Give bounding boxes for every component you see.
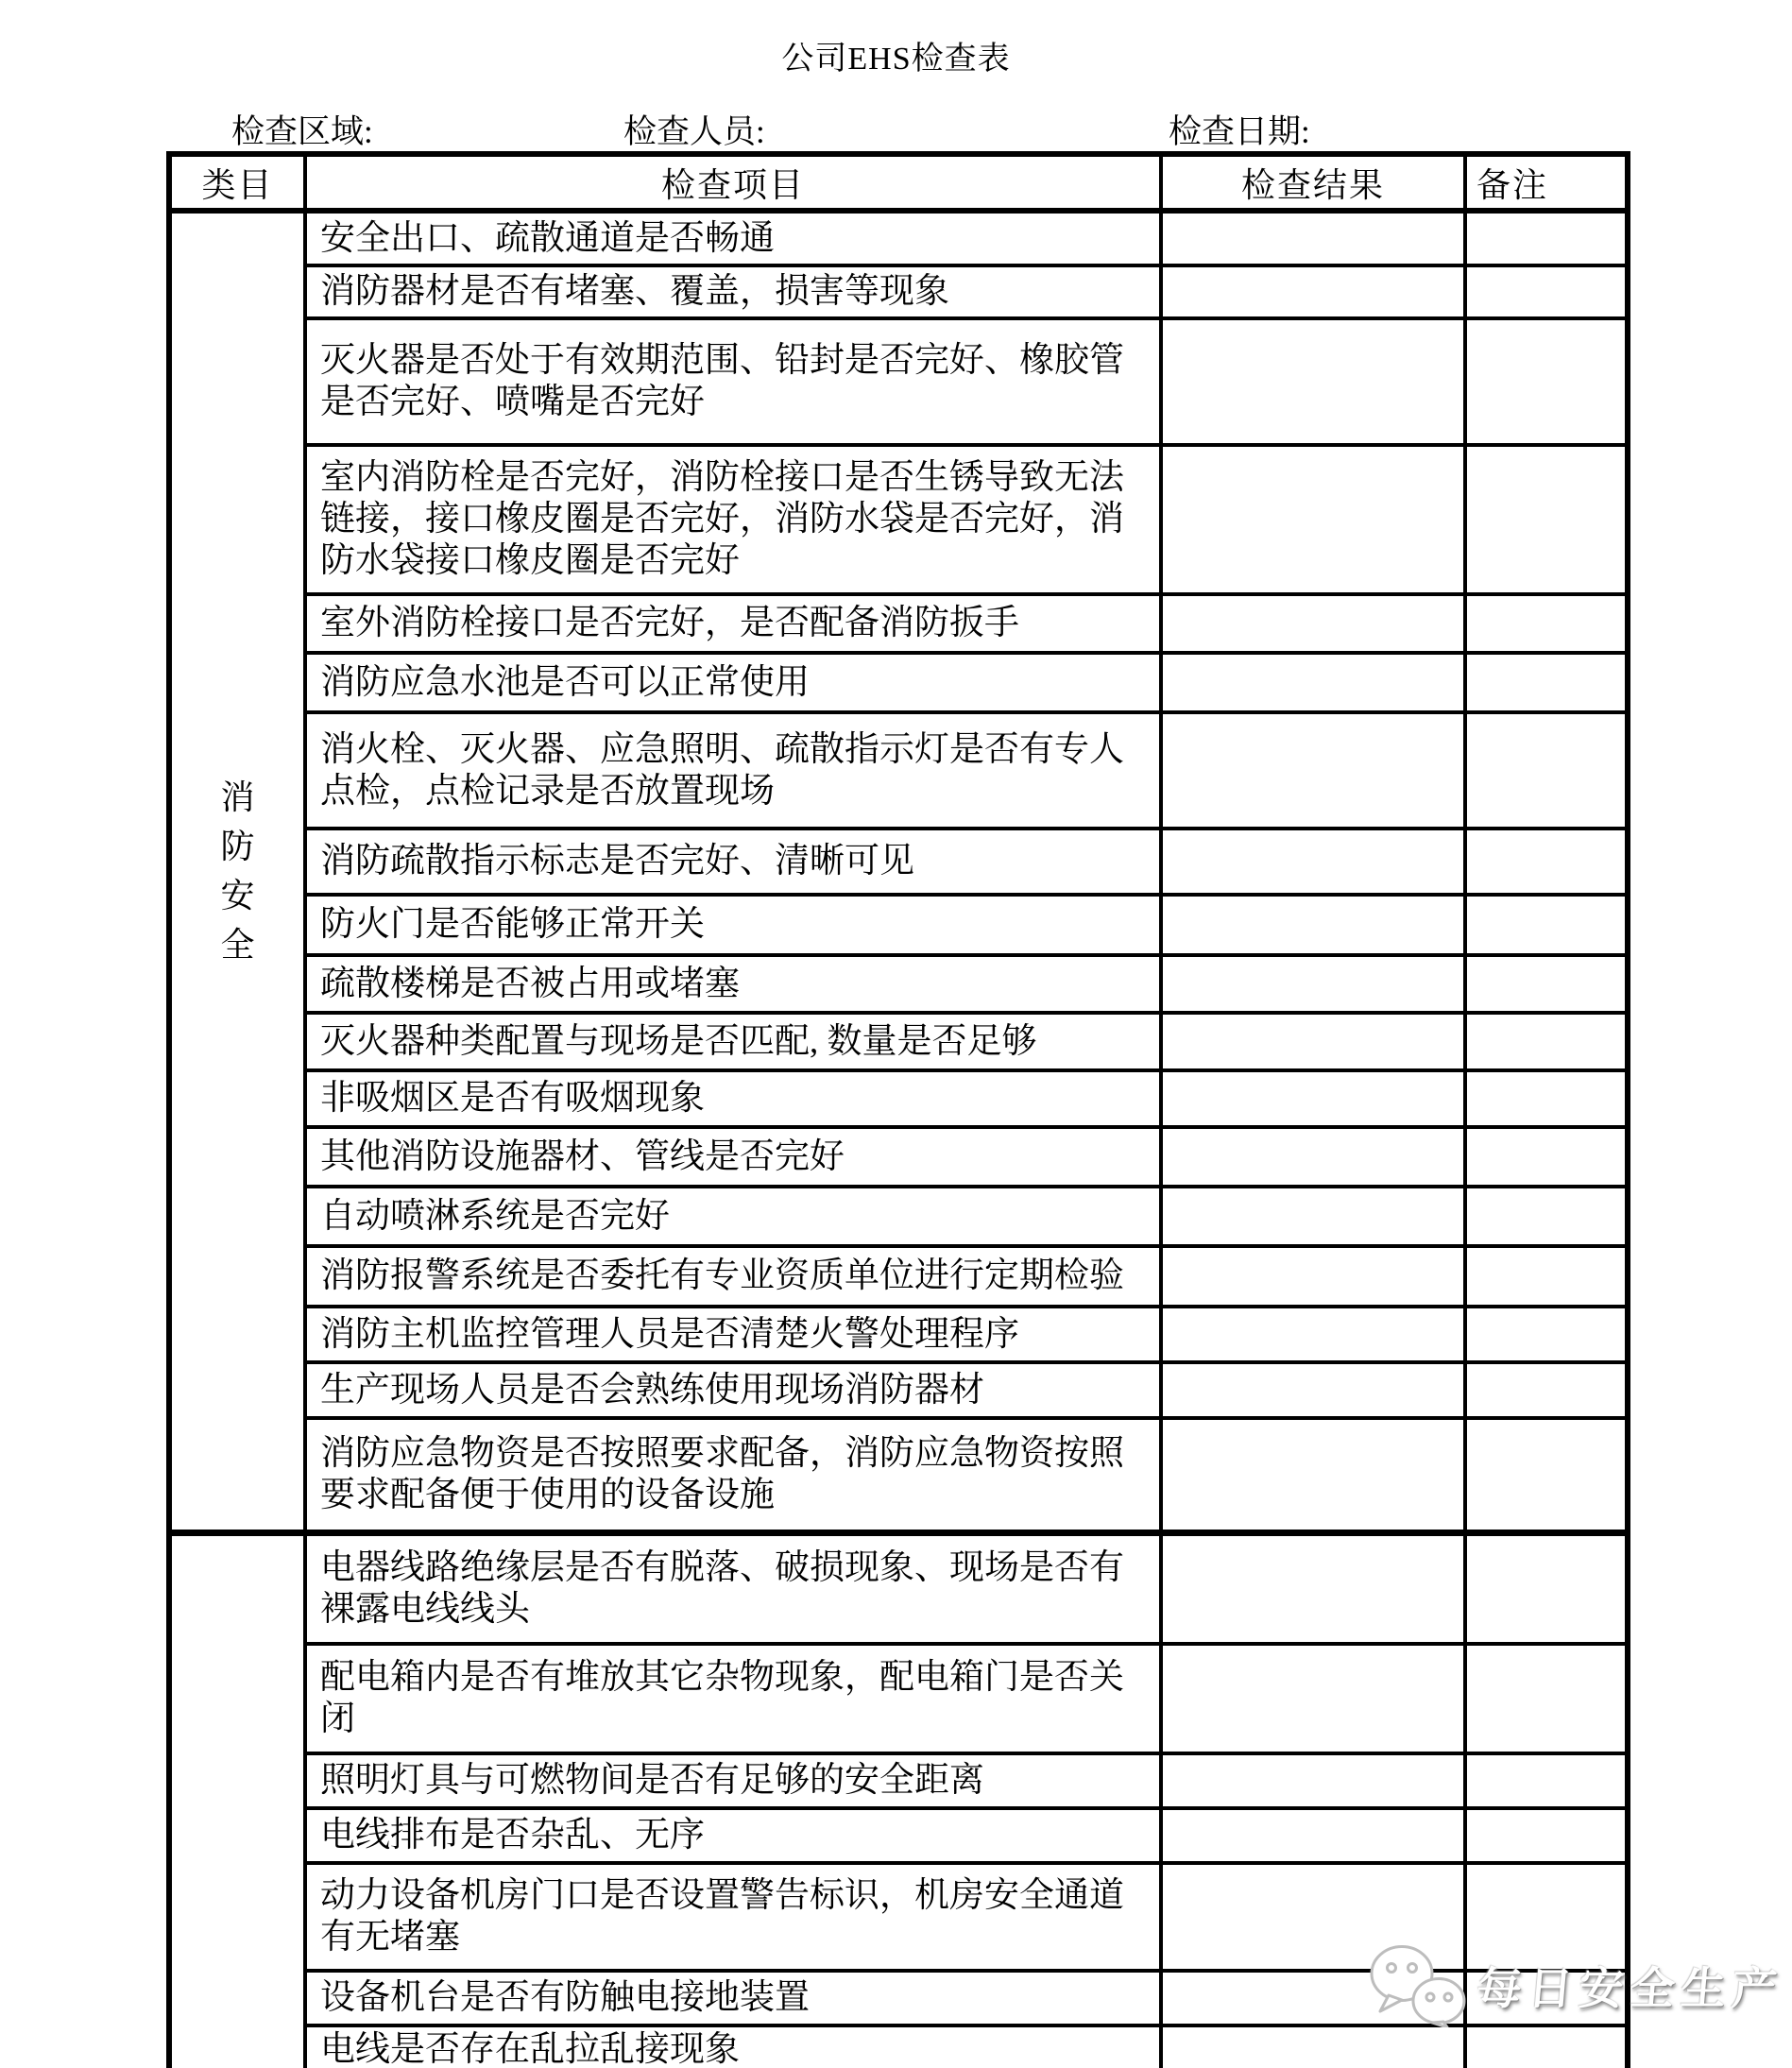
remark-cell-empty [1465,895,1628,955]
remark-cell-empty [1465,1013,1628,1070]
table-row [169,1362,1628,1418]
remark-cell-empty [1465,1808,1628,1863]
checklist-item-text: 疏散楼梯是否被占用或堵塞 [320,964,740,1003]
remark-cell-empty [1465,318,1628,445]
result-cell-empty [1161,1753,1465,1808]
table-row [169,895,1628,955]
meta-inspector-label: 检查人员: [623,113,765,150]
checklist-item-cell [305,211,1161,265]
table-row [169,2025,1628,2068]
checklist-item-cell [305,1808,1161,1863]
table-row [169,955,1628,1013]
checklist-item-cell [305,653,1161,712]
result-cell-empty [1161,1362,1465,1418]
table-row [169,445,1628,594]
result-cell-empty [1161,1532,1465,1644]
checklist-item-cell [305,1971,1161,2025]
checklist-item-cell [305,1187,1161,1246]
col-header-item: 检查项目 [305,154,1161,211]
checklist-item-text: 消防应急水池是否可以正常使用 [320,662,810,702]
table-row [169,594,1628,653]
col-header-remark: 备注 [1465,154,1628,211]
checklist-item-cell [305,895,1161,955]
remark-cell-empty [1465,2025,1628,2068]
result-cell-empty [1161,1644,1465,1753]
result-cell-empty [1161,1013,1465,1070]
watermark-text: 每日安全生产 [1475,1962,1786,2013]
checklist-item-cell [305,1362,1161,1418]
table-row [169,653,1628,712]
checklist-item-text: 消防报警系统是否委托有专业资质单位进行定期检验 [320,1256,1124,1295]
checklist-item-text: 消防器材是否有堵塞、覆盖，损害等现象 [320,272,949,311]
checklist-item-text: 消防应急物资是否按照要求配备，消防应急物资按照要求配备便于使用的设备设施 [320,1433,1124,1514]
remark-cell-empty [1465,445,1628,594]
checklist-item-cell [305,1127,1161,1187]
checklist-item-cell [305,594,1161,653]
checklist-item-text: 电器线路绝缘层是否有脱落、破损现象、现场是否有裸露电线线头 [320,1547,1124,1629]
remark-cell-empty [1465,1863,1628,1971]
result-cell-empty [1161,1187,1465,1246]
checklist-item-cell [305,1753,1161,1808]
checklist-item-cell [305,955,1161,1013]
remark-cell-empty [1465,211,1628,265]
remark-cell-empty [1465,1246,1628,1307]
remark-cell-empty [1465,955,1628,1013]
checklist-item-text: 消火栓、灭火器、应急照明、疏散指示灯是否有专人点检，点检记录是否放置现场 [320,729,1124,811]
remark-cell-empty [1465,265,1628,318]
result-cell-empty [1161,1863,1465,1971]
table-row [169,1187,1628,1246]
table-row [169,1246,1628,1307]
checklist-item-text: 生产现场人员是否会熟练使用现场消防器材 [320,1370,984,1410]
checklist-item-cell [305,1418,1161,1532]
result-cell-empty [1161,445,1465,594]
checklist-item-cell [305,829,1161,895]
checklist-item-cell [305,265,1161,318]
table-row [169,318,1628,445]
checklist-item-text: 设备机台是否有防触电接地装置 [320,1978,810,2017]
result-cell-empty [1161,955,1465,1013]
result-cell-empty [1161,1307,1465,1362]
checklist-item-text: 自动喷淋系统是否完好 [320,1196,670,1236]
checklist-item-text: 灭火器种类配置与现场是否匹配, 数量是否足够 [320,1021,1037,1061]
result-cell-empty [1161,265,1465,318]
col-header-category: 类目 [169,154,305,211]
result-cell-empty [1161,653,1465,712]
table-row [169,1532,1628,1644]
checklist-item-cell [305,1070,1161,1127]
remark-cell-empty [1465,1418,1628,1532]
remark-cell-empty [1465,1971,1628,2025]
checklist-item-text: 电线是否存在乱拉乱接现象 [320,2030,740,2068]
remark-cell-empty [1465,1070,1628,1127]
category-cell-fire-safety [169,211,305,1532]
remark-cell-empty [1465,1127,1628,1187]
result-cell-empty [1161,712,1465,829]
checklist-item-text: 动力设备机房门口是否设置警告标识，机房安全通道有无堵塞 [320,1876,1124,1957]
remark-cell-empty [1465,653,1628,712]
table-row [169,1013,1628,1070]
result-cell-empty [1161,1971,1465,2025]
table-row [169,1808,1628,1863]
result-cell-empty [1161,829,1465,895]
checklist-item-cell [305,1307,1161,1362]
checklist-item-cell [305,318,1161,445]
checklist-item-text: 非吸烟区是否有吸烟现象 [320,1079,705,1118]
remark-cell-empty [1465,594,1628,653]
meta-area-label: 检查区域: [231,113,373,150]
checklist-item-text: 室内消防栓是否完好，消防栓接口是否生锈导致无法链接，接口橡皮圈是否完好，消防水袋是否完好，消防水袋接口橡皮圈是否完好 [320,458,1124,580]
remark-cell-empty [1465,1307,1628,1362]
result-cell-empty [1161,211,1465,265]
checklist-item-text: 室外消防栓接口是否完好，是否配备消防扳手 [320,604,1019,642]
col-header-result: 检查结果 [1161,154,1465,211]
checklist-item-text: 照明灯具与可燃物间是否有足够的安全距离 [320,1761,984,1800]
result-cell-empty [1161,1808,1465,1863]
checklist-item-text: 电线排布是否杂乱、无序 [320,1816,705,1854]
table-row [169,1753,1628,1808]
result-cell-empty [1161,1070,1465,1127]
checklist-item-cell [305,712,1161,829]
meta-date-label: 检查日期: [1169,113,1310,150]
result-cell-empty [1161,1418,1465,1532]
table-row [169,1863,1628,1971]
table-row [169,829,1628,895]
checklist-item-text: 配电箱内是否有堆放其它杂物现象，配电箱门是否关闭 [320,1658,1124,1738]
remark-cell-empty [1465,1362,1628,1418]
category-cell-electrical [169,1532,305,2068]
remark-cell-empty [1465,1532,1628,1644]
remark-cell-empty [1465,1644,1628,1753]
result-cell-empty [1161,2025,1465,2068]
remark-cell-empty [1465,1753,1628,1808]
table-row [169,211,1628,265]
table-row [169,1070,1628,1127]
remark-cell-empty [1465,1187,1628,1246]
checklist-item-cell [305,1013,1161,1070]
table-row [169,1127,1628,1187]
checklist-item-cell [305,1863,1161,1971]
result-cell-empty [1161,594,1465,653]
checklist-item-text: 防火门是否能够正常开关 [320,905,705,944]
checklist-item-cell [305,2025,1161,2068]
table-row [169,1307,1628,1362]
checklist-item-cell [305,1246,1161,1307]
checklist-item-text: 安全出口、疏散通道是否畅通 [320,218,775,258]
table-row [169,712,1628,829]
table-header-row [169,154,1628,211]
page-title: 公司EHS检查表 [781,42,1011,77]
checklist-item-cell [305,1532,1161,1644]
remark-cell-empty [1465,712,1628,829]
result-cell-empty [1161,1127,1465,1187]
checklist-item-cell [305,445,1161,594]
table-row [169,265,1628,318]
checklist-item-text: 灭火器是否处于有效期范围、铅封是否完好、橡胶管是否完好、喷嘴是否完好 [320,341,1124,421]
result-cell-empty [1161,1246,1465,1307]
table-row [169,1971,1628,2025]
checklist-item-text: 消防主机监控管理人员是否清楚火警处理程序 [320,1314,1019,1354]
checklist-item-text: 其他消防设施器材、管线是否完好 [320,1137,845,1176]
result-cell-empty [1161,895,1465,955]
remark-cell-empty [1465,829,1628,895]
checklist-table [166,151,1630,2068]
result-cell-empty [1161,318,1465,445]
table-row [169,1644,1628,1753]
checklist-item-text: 消防疏散指示标志是否完好、清晰可见 [320,842,914,880]
category-label-fire-safety: 消防安全 [220,778,255,965]
table-row [169,1418,1628,1532]
checklist-item-cell [305,1644,1161,1753]
